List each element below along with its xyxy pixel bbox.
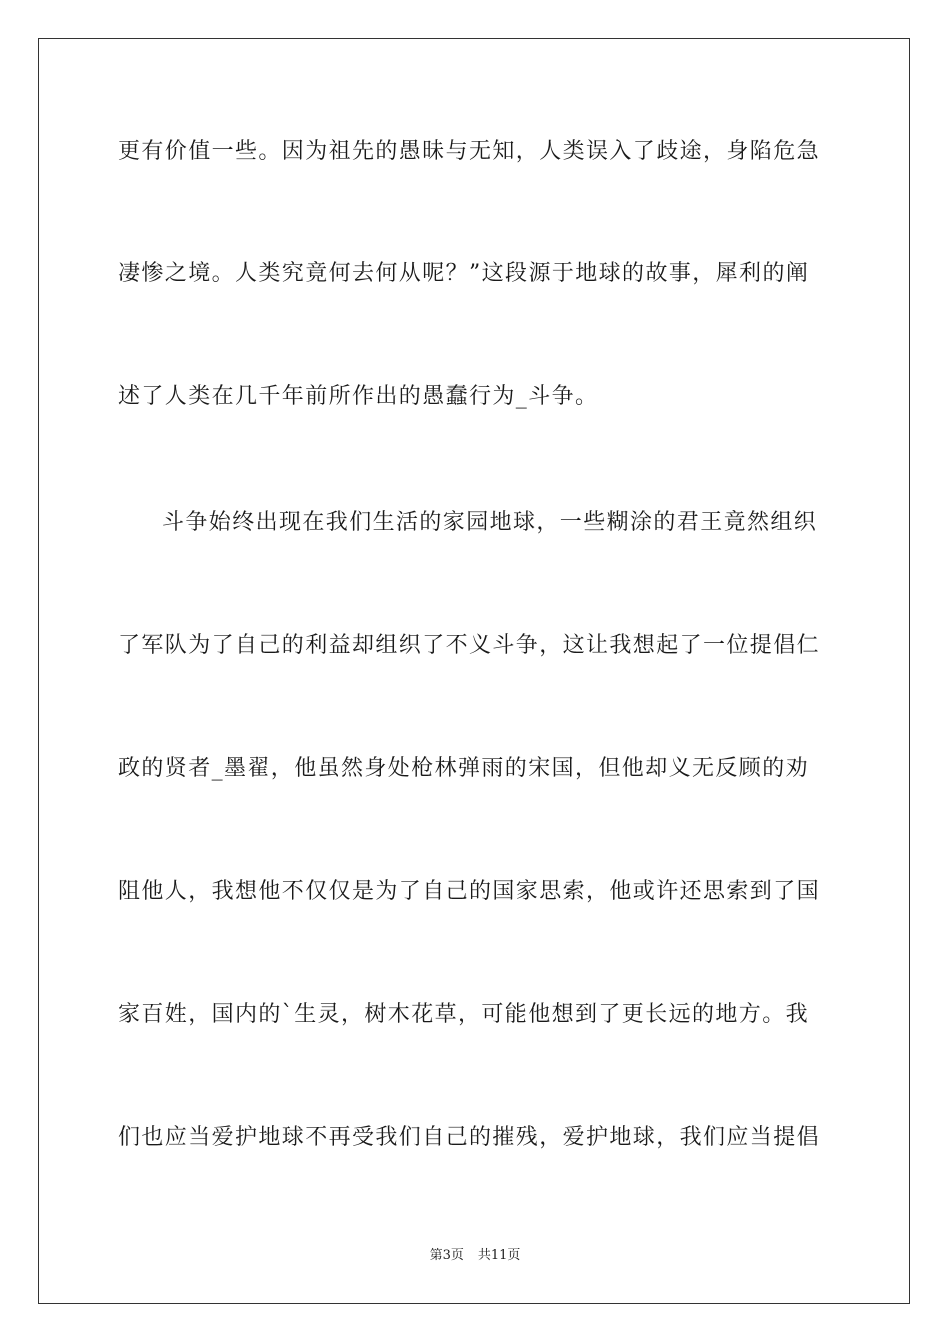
text-line: 述了人类在几千年前所作出的愚蠢行为_斗争。 xyxy=(118,384,599,409)
page-number: 第3页 xyxy=(429,1248,464,1263)
paragraph-start-line: 斗争始终出现在我们生活的家园地球，一些糊涂的君王竟然组织 xyxy=(162,510,818,535)
page-footer xyxy=(0,1247,950,1265)
text-line: 阻他人，我想他不仅仅是为了自己的国家思索，他或许还思索到了国 xyxy=(118,879,821,904)
text-line: 了军队为了自己的利益却组织了不义斗争，这让我想起了一位提倡仁 xyxy=(118,633,821,658)
page-total: 共11页 xyxy=(477,1248,521,1263)
page-border xyxy=(38,38,910,1304)
text-line: 凄惨之境。人类究竟何去何从呢？”这段源于地球的故事，犀利的阐 xyxy=(118,261,810,286)
text-line: 们也应当爱护地球不再受我们自己的摧残，爱护地球，我们应当提倡 xyxy=(118,1125,821,1150)
text-line: 家百姓，国内的`生灵，树木花草，可能他想到了更长远的地方。我 xyxy=(118,1002,810,1027)
text-line: 政的贤者_墨翟，他虽然身处枪林弹雨的宋国，但他却义无反顾的劝 xyxy=(118,756,810,781)
text-line: 更有价值一些。因为祖先的愚昧与无知，人类误入了歧途，身陷危急 xyxy=(118,139,821,164)
